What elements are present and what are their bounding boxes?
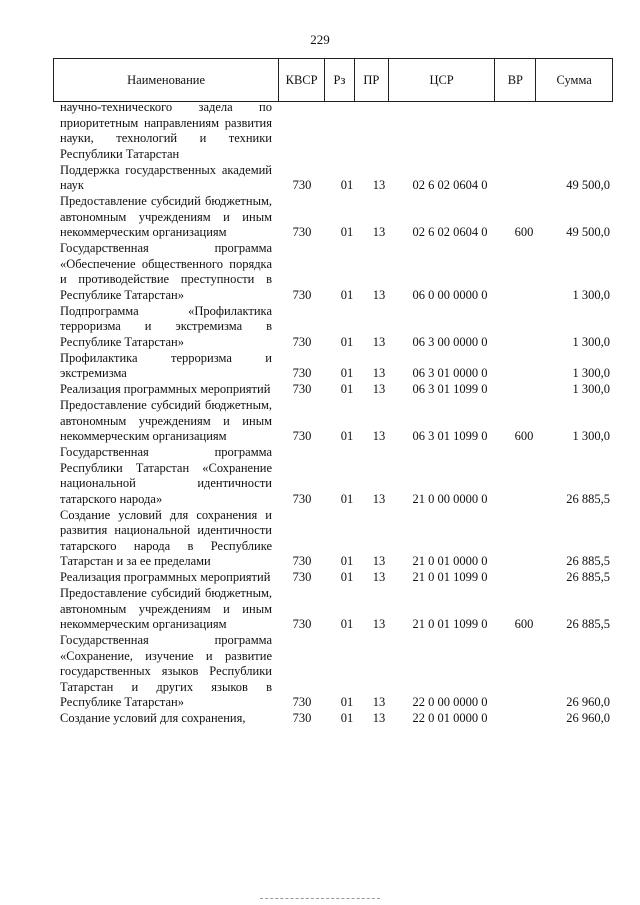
table-row (60, 445, 610, 507)
header-sum: Сумма (556, 72, 592, 87)
row-pr: 13 (372, 491, 386, 506)
row-name: Реализация программных мероприятий (60, 570, 271, 584)
row-vr: 600 (514, 225, 534, 239)
row-rz: 01 (340, 695, 354, 709)
row-pr: 13 (372, 695, 386, 709)
row-pr: 13 (372, 287, 386, 302)
row-vr: 600 (514, 429, 534, 443)
row-sum: 49 500,0 (566, 225, 610, 239)
row-kvsr: 730 (292, 382, 312, 396)
row-pr: 13 (372, 366, 386, 380)
row-sum: 26 885,5 (566, 617, 610, 631)
row-kvsr: 730 (292, 617, 312, 631)
row-vr: 600 (514, 617, 534, 631)
row-kvsr: 730 (292, 287, 312, 302)
row-sum: 49 500,0 (566, 178, 610, 192)
row-name: Государственная программа «Обеспечение общественного порядка и противодействие преступности в Республике Татарстан» (60, 241, 272, 302)
row-pr: 13 (372, 711, 386, 725)
table-row (60, 508, 610, 570)
row-rz: 01 (340, 225, 354, 239)
row-rz: 01 (340, 382, 354, 396)
table-body (60, 100, 610, 727)
row-name: Предоставление субсидий бюджетным, автономным учреждениям и иным некоммерческим организациям (60, 398, 272, 443)
row-name: Создание условий для сохранения, (60, 711, 246, 725)
row-pr: 13 (372, 617, 386, 631)
row-pr: 13 (372, 554, 386, 568)
row-csr: 21 0 00 0000 0 (412, 491, 488, 506)
row-pr: 13 (372, 178, 386, 192)
row-sum: 26 885,5 (566, 554, 610, 568)
page-number: 229 (310, 32, 330, 47)
row-pr: 13 (372, 225, 386, 239)
header-pr: ПР (355, 59, 389, 101)
header-csr: ЦСР (389, 59, 496, 101)
row-pr: 13 (372, 429, 386, 443)
table-row (60, 100, 610, 162)
table-row (60, 398, 610, 445)
row-rz: 01 (340, 287, 354, 302)
row-pr: 13 (372, 570, 386, 584)
row-csr: 06 0 00 0000 0 (412, 287, 488, 302)
header-name: Наименование (54, 59, 279, 101)
row-name: Профилактика терроризма и экстремизма (60, 350, 272, 380)
row-sum: 1 300,0 (572, 429, 610, 443)
row-rz: 01 (340, 570, 354, 584)
row-csr: 21 0 01 0000 0 (412, 554, 488, 568)
table-row (60, 163, 610, 194)
row-csr: 06 3 01 1099 0 (412, 429, 488, 443)
row-name: Предоставление субсидий бюджетным, автономным учреждениям и иным некоммерческим организациям (60, 586, 272, 631)
row-rz: 01 (340, 554, 354, 568)
row-kvsr: 730 (292, 554, 312, 568)
row-name: Подпрограмма «Профилактика терроризма и экстремизма в Республике Татарстан» (60, 303, 272, 349)
row-rz: 01 (340, 334, 354, 349)
row-csr: 06 3 01 0000 0 (412, 366, 488, 380)
row-csr: 06 3 00 0000 0 (412, 334, 488, 349)
row-name: Создание условий для сохранения и развития национальной идентичности татарского народа в Республике Татарстан и за ее пределами (60, 507, 272, 568)
row-kvsr: 730 (292, 711, 312, 725)
row-kvsr: 730 (292, 334, 312, 349)
row-kvsr: 730 (292, 366, 312, 380)
row-sum: 26 960,0 (566, 695, 610, 709)
row-kvsr: 730 (292, 429, 312, 443)
table-row (60, 586, 610, 633)
row-csr: 22 0 01 0000 0 (412, 711, 488, 725)
table-row (60, 351, 610, 382)
row-kvsr: 730 (292, 695, 312, 709)
row-name: научно-технического задела по приоритетным направлениям развития науки, технологий и техники Республики Татарстан (60, 100, 272, 161)
row-kvsr: 730 (292, 178, 312, 192)
table-row (60, 241, 610, 303)
table-row (60, 570, 610, 586)
header-kvsr: КВСР (279, 59, 325, 101)
row-pr: 13 (372, 382, 386, 396)
row-rz: 01 (340, 178, 354, 192)
row-name: Предоставление субсидий бюджетным, автономным учреждениям и иным некоммерческим организациям (60, 194, 272, 239)
scan-artifact-line (260, 898, 380, 899)
row-csr: 21 0 01 1099 0 (412, 617, 488, 631)
row-sum: 26 885,5 (566, 570, 610, 584)
row-kvsr: 730 (292, 570, 312, 584)
row-name: Реализация программных мероприятий (60, 382, 271, 396)
row-sum: 26 885,5 (566, 491, 610, 506)
row-csr: 02 6 02 0604 0 (412, 178, 488, 192)
table-row (60, 304, 610, 351)
row-csr: 22 0 00 0000 0 (412, 695, 488, 709)
table-row (60, 633, 610, 711)
row-kvsr: 730 (292, 225, 312, 239)
row-rz: 01 (340, 617, 354, 631)
row-csr: 06 3 01 1099 0 (412, 382, 488, 396)
row-csr: 02 6 02 0604 0 (412, 225, 488, 239)
row-pr: 13 (372, 334, 386, 349)
row-sum: 1 300,0 (572, 366, 610, 380)
row-sum: 1 300,0 (572, 334, 610, 349)
row-sum: 26 960,0 (566, 711, 610, 725)
row-sum: 1 300,0 (572, 382, 610, 396)
row-sum: 1 300,0 (572, 287, 610, 302)
table-row (60, 711, 610, 727)
table-header (53, 58, 613, 102)
row-rz: 01 (340, 429, 354, 443)
row-kvsr: 730 (292, 491, 312, 506)
row-name: Поддержка государственных академий наук (60, 162, 272, 192)
header-rz: Рз (325, 59, 355, 101)
header-vr: ВР (495, 59, 536, 101)
row-name: Государственная программа Республики Татарстан «Сохранение национальной идентичности татарского народа» (60, 445, 272, 506)
row-rz: 01 (340, 366, 354, 380)
table-row (60, 382, 610, 398)
row-name: Государственная программа «Сохранение, изучение и развитие государственных языков Республики Татарстан и других языков в Республике Татарстан» (60, 633, 272, 709)
row-rz: 01 (340, 491, 354, 506)
table-row (60, 194, 610, 241)
row-csr: 21 0 01 1099 0 (412, 570, 488, 584)
row-rz: 01 (340, 711, 354, 725)
